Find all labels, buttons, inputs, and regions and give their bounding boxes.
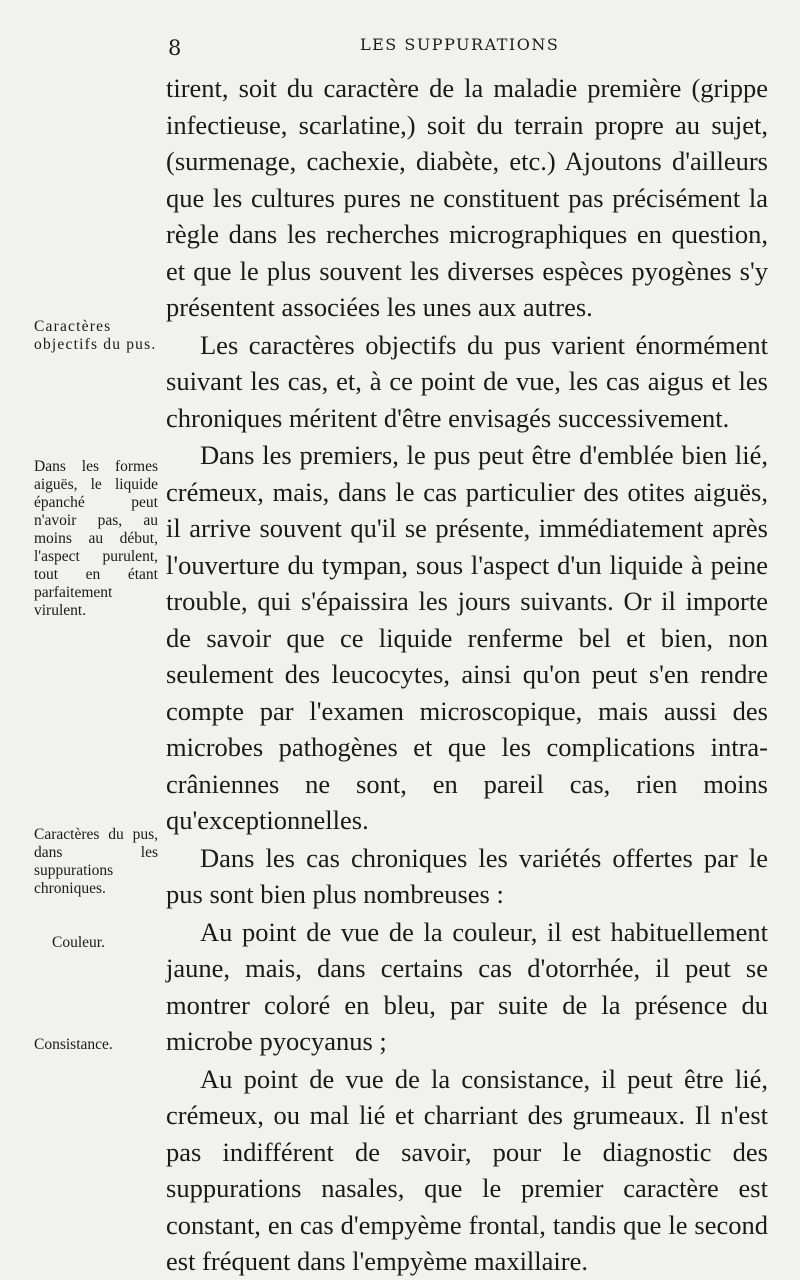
paragraph: Dans les premiers, le pus peut être d'emblée bien lié, crémeux, mais, dans le cas particulier des otites aiguës, il arrive souvent qu'il se présente, immédiatement après l'ouverture du tympan, sous l'aspect d'un liquide à peine trouble, qui s'épaissira les jours suivants. Or il importe de savoir que ce liquide renferme bel et bien, non seulement des leucocytes, ainsi qu'on peut s'en rendre compte par l'examen microscopique, mais aussi des microbes pathogènes et que les complications intra-crâniennes ne sont, en pareil cas, rien moins qu'exceptionnelles. (166, 440, 768, 835)
paragraph: Au point de vue de la couleur, il est habituellement jaune, mais, dans certains cas d'otorrhée, il peut se montrer coloré en bleu, par suite de la présence du microbe pyocyanus ; (166, 916, 768, 1056)
body-text (166, 70, 768, 1280)
margin-note-couleur: Couleur. (52, 934, 105, 951)
page-header (0, 32, 800, 62)
paragraph: Les caractères objectifs du pus varient énormément suivant les cas, et, à ce point de vue, les cas aigus et les chroniques méritent d'être envisagés successivement. (166, 329, 768, 433)
paragraph: tirent, soit du caractère de la maladie première (grippe infectieuse, scarlatine,) soit du terrain propre au sujet, (surmenage, cachexie, diabète, etc.) Ajoutons d'ailleurs que les cultures pures ne constituent pas précisément la règle dans les recherches micrographiques en question, et que le plus souvent les diverses espèces pyogènes s'y présentent associées les unes aux autres. (166, 73, 768, 322)
paragraph: Au point de vue de la consistance, il peut être lié, crémeux, ou mal lié et charriant des grumeaux. Il n'est pas indifférent de savoir, pour le diagnostic des suppurations nasales, que le premier caractère est constant, en cas d'empyème frontal, tandis que le second est fréquent dans l'empyème maxillaire. (166, 1063, 768, 1276)
paragraph: Dans les cas chroniques les variétés offertes par le pus sont bien plus nombreuses : (166, 842, 768, 909)
page-number: 8 (168, 36, 182, 60)
running-title: LES SUPPURATIONS (360, 35, 560, 54)
margin-note-consistance: Consistance. (34, 1036, 113, 1053)
margin-note-formes-aigues: Dans les formes aiguës, le liquide épanché peut n'avoir pas, au moins au début, l'aspect purulent, tout en étant parfaitement virulent. (34, 458, 158, 619)
margin-note-suppurations-chroniques: Caractères du pus, dans les suppurations chroniques. (34, 826, 158, 897)
margin-note-caracteres-objectifs: Caractères objectifs du pus. (34, 318, 157, 353)
